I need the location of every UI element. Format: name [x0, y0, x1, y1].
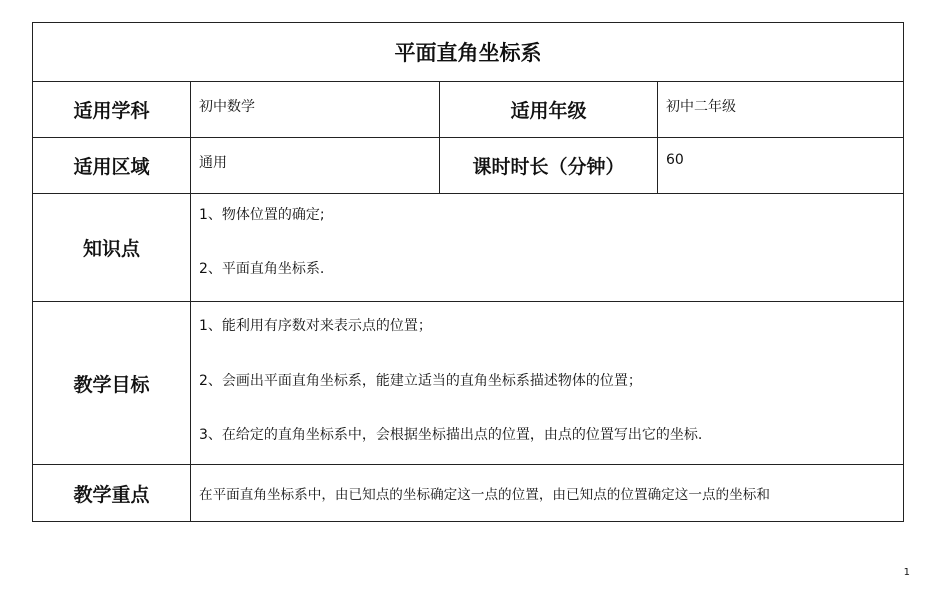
key-points-row: [33, 465, 904, 522]
region-value: 通用: [191, 138, 440, 194]
goal-item: 1、能利用有序数对来表示点的位置；: [199, 318, 432, 334]
region-label: 适用区域: [33, 138, 191, 194]
key-points-label: 教学重点: [33, 465, 191, 522]
duration-label: 课时时长（分钟）: [440, 138, 658, 194]
subject-label: 适用学科: [33, 82, 191, 138]
knowledge-item: 1、物体位置的确定;: [199, 207, 325, 223]
goal-item: 3、在给定的直角坐标系中，会根据坐标描出点的位置，由点的位置写出它的坐标.: [199, 427, 703, 443]
goals-label: 教学目标: [33, 302, 191, 465]
subject-row: [33, 82, 904, 138]
grade-label: 适用年级: [440, 82, 658, 138]
duration-value: 60: [658, 138, 904, 194]
page-number: 1: [903, 567, 910, 578]
lesson-info-table: [32, 22, 904, 522]
knowledge-row: [33, 194, 904, 302]
key-points-content: 在平面直角坐标系中，由已知点的坐标确定这一点的位置，由已知点的位置确定这一点的坐标和: [191, 465, 904, 522]
goals-content: [191, 302, 904, 465]
document-title: 平面直角坐标系: [33, 23, 904, 82]
knowledge-label: 知识点: [33, 194, 191, 302]
grade-value: 初中二年级: [658, 82, 904, 138]
region-row: [33, 138, 904, 194]
goal-item: 2、会画出平面直角坐标系，能建立适当的直角坐标系描述物体的位置；: [199, 373, 642, 389]
knowledge-item: 2、平面直角坐标系.: [199, 261, 325, 277]
title-row: [33, 23, 904, 82]
subject-value: 初中数学: [191, 82, 440, 138]
goals-row: [33, 302, 904, 465]
knowledge-content: [191, 194, 904, 302]
